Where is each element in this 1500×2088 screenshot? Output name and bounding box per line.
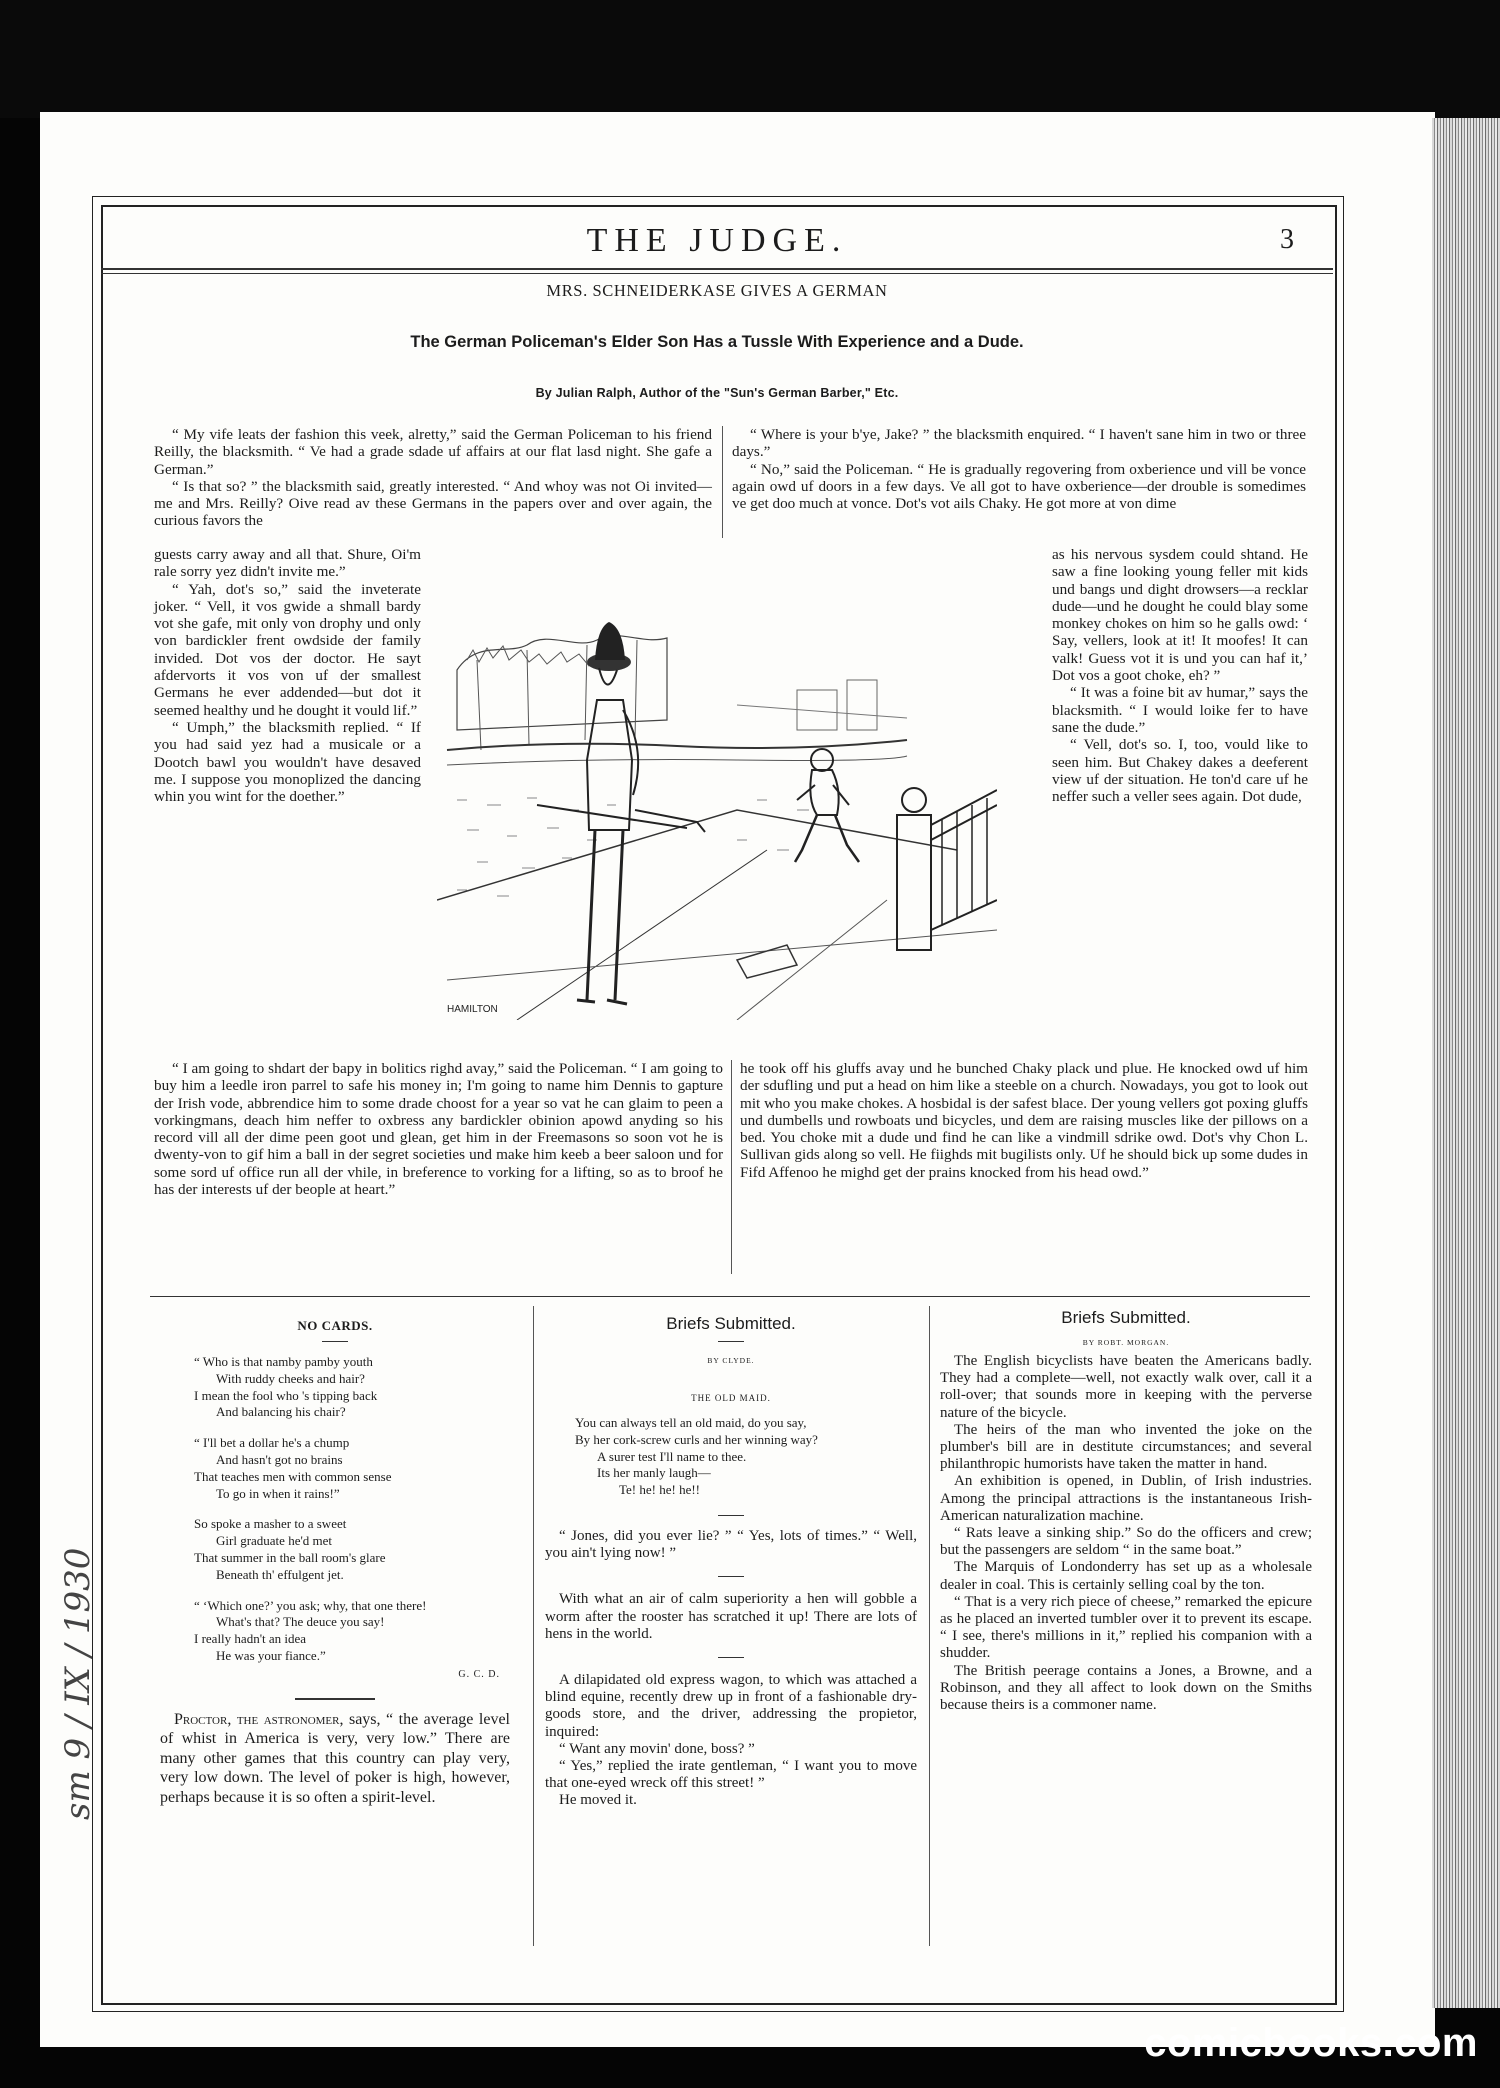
paragraph: With what an air of calm superiority a hen will gobble a worm after the rooster has scratched it up! There are lots of hens in the world. [545,1591,917,1642]
poem-line: You can always tell an old maid, do you say, [575,1415,807,1430]
stanza [194,1598,510,1665]
paragraph: The British peerage contains a Jones, a Browne, and a Robinson, and they all affect to look down on the Smiths because theirs is a commoner name. [940,1662,1312,1714]
watermark: comicbooks.com [1144,2021,1478,2065]
masthead-rule [101,268,1333,270]
paragraph: The Marquis of Londonderry has set up as a wholesale dealer in coal. This is certainly selling coal by the ton. [940,1559,1312,1593]
paragraph: “ I am going to shdart der bapy in bolitics righd avay,” said the Policeman. “ I am going to buy him a leedle iron parrel to safe his money in; I'm going to name him Dennis to gapture der Irish vode, abbrendice him to some drade choost for a year so vat he can glaim to peen a vorkingmans, deach him neffer to oxbress any bardickler obinion apowd anyding so his record vill all der dime peen goot und glean, get him in der Freemasons so soon vot he is dwenty-von to gif him a ball in der segret societies und make him keeb a beer saloon und for some sord uf office run all der vhile, in breference to vorking for a lifting, so as to broof he has der interests uf der beople at heart.” [154,1060,723,1199]
section-rule [150,1296,1310,1297]
poem-signature: G. C. D. [458,1668,500,1680]
article-byline: By Julian Ralph, Author of the "Sun's German Barber," Etc. [535,386,899,400]
poem-line: I mean the fool who 's tipping back [194,1387,378,1403]
article-col1-top [154,426,712,530]
poem-line: With ruddy cheeks and hair? [216,1370,365,1386]
short-rule [718,1657,744,1658]
poem-line: “ Who is that namby pamby youth [194,1354,373,1369]
poem-line: That teaches men with common sense [194,1468,392,1484]
column-divider [731,1060,732,1274]
article-col2-top [732,426,1306,512]
briefs-morgan-column [940,1308,1312,1714]
paragraph: “ Rats leave a sinking ship.” So do the officers and crew; but the passengers are seldom “ in the same boat.” [940,1525,1312,1559]
article-headline: MRS. SCHNEIDERKASE GIVES A GERMAN [546,281,888,300]
paragraph: “ It was a foine bit av humar,” says the blacksmith. “ I would loike fer to have sane the dude.” [1052,684,1308,736]
poem-line: By her cork-screw curls and her winning way? [575,1431,818,1447]
poem-line: “ ‘Which one?’ you ask; why, that one there! [194,1597,427,1613]
poem-line: Girl graduate he'd met [216,1533,333,1549]
paragraph: “ Is that so? ” the blacksmith said, greatly interested. “ And whoy was not Oi invited—me and Mrs. Reilly? Oive read av these Germans in the papers over and over again, the curious favors the [154,477,712,530]
paragraph: “ Umph,” the blacksmith replied. “ If you had said yez had a musicale or a Dootch bawl you wouldn't have desaved me. I suppose you monoplized the dancing whin you wint for the doether.” [154,718,421,806]
old-maid-poem [575,1415,917,1499]
masthead-title: THE JUDGE. [586,222,848,259]
paragraph: “ My vife leats der fashion this veek, alretty,” said the German Policeman to his friend Reilly, the blacksmith. “ Ve had a grade sdade uf affairs at our flat lasd night. She gafe a German.” [154,426,712,478]
old-maid-title: THE OLD MAID. [691,1393,771,1403]
proctor-text: says, “ the average level of whist in America is very, very low.” There are many other games that this country can play very, very low down. The level of poker is high, however, perhaps because it is so often a spirit-level. [160,1710,510,1806]
stanza [194,1435,510,1502]
paragraph: An exhibition is opened, in Dublin, of Irish industries. Among the principal attractions is the instantaneous Irish-American naturalization machine. [940,1473,1312,1524]
paragraph: He moved it. [559,1792,637,1809]
no-cards-poem [194,1354,510,1665]
poem-line: Beneath th' effulgent jet. [216,1566,344,1582]
scan-border-top [0,0,1500,118]
cartoon-drawing [437,600,997,1020]
paragraph: “ Vell, dot's so. I, too, vould like to seen him. But Chakey dakes a deeferent view uf der situation. He ton'd care uf he neffer such a veller sees again. Dot dude, [1052,736,1308,806]
article-left-narrow [154,546,421,805]
short-rule [322,1341,348,1342]
handwritten-date-note: sm 9 / IX / 1930 [58,1547,98,1820]
paragraph: guests carry away and all that. Shure, Oi'm rale sorry yez didn't invite me.” [154,546,421,581]
cartoon-illustration [437,600,997,1020]
briefs-byline: BY CLYDE. [707,1356,755,1365]
page-number: 3 [1280,224,1294,255]
stanza [194,1354,510,1421]
poem-line: What's that? The deuce you say! [216,1614,385,1630]
paragraph: “ That is a very rich piece of cheese,” remarked the epicure as he placed an inverted tumbler over it to prevent its escape. “ I see, there's millions in it,” replied his companion with a shudder. [940,1593,1312,1662]
article-subhead: The German Policeman's Elder Son Has a Tussle With Experience and a Dude. [410,333,1024,351]
poem-line: Te! he! he! he!! [619,1482,701,1498]
stanza [194,1516,510,1583]
paragraph: “ No,” said the Policeman. “ He is gradually regovering from oxberience und vill be vonce again owd uf doors in a few days. Ve all got to have oxberience—der drouble is somedimes ve get doo much at vonce. Dot's vot ails Chaky. He got more at von dime [732,460,1306,513]
proctor-lead: Proctor, the astronomer, [174,1710,344,1728]
short-rule [718,1576,744,1577]
column-divider [722,426,723,538]
poem-line: That summer in the ball room's glare [194,1549,386,1565]
short-rule [718,1515,744,1516]
poem-line: And hasn't got no brains [216,1451,343,1467]
article-right-narrow [1052,546,1308,805]
poem-line: So spoke a masher to a sweet [194,1516,347,1532]
poem-line: To go in when it rains!” [216,1485,340,1501]
column-divider [929,1306,930,1946]
column-divider [533,1306,534,1946]
paragraph: he took off his gluffs avay und he bunched Chaky plack und plue. He knocked owd uf him der sdufling und put a head on him like a steeble on a church. Nowadays, you got to look out mit who you make chokes. A hosbidal is der safest blace. Der young vellers got poxing gluffs und dumbells und rowboats und bicycles, und dem are raising muscles like der pillows on a bed. You choke mit a dude und find he can like a vindmill sdrike owd. Dot's vhy Chon L. Sullivan gids along so vell. He fiighds mit bugilists only. Uf he should bick up some dudes in Fifd Affenoo he mighd get der prains knocked from his head owd.” [740,1060,1308,1181]
paragraph: “ Where is your b'ye, Jake? ” the blacksmith enquired. “ I haven't sane him in two or three days.” [732,426,1306,461]
briefs-clyde-column [545,1314,917,1810]
paragraph: “ Yah, dot's so,” said the inveterate joker. “ Vell, it vos gwide a shmall bardy vot she gafe, mit only von drophy und only von bardickler frent owdside der family invided. Dot vos der doctor. He sayt afdervorts it vos von uf der smallest Germans he ever addended—but dot it seemed healthy und he dought it vould lif.” [154,580,421,719]
poem-line: I really hadn't an idea [194,1631,307,1647]
paragraph: “ Yes,” replied the irate gentleman, “ I want you to move that one-eyed wreck off this street! ” [545,1758,917,1792]
article-col2-bottom [740,1060,1308,1181]
masthead-rule-thin [101,273,1333,274]
paragraph: “ Want any movin' done, boss? ” [559,1740,755,1757]
poem-line: “ I'll bet a dollar he's a chump [194,1435,350,1451]
poem-line: A surer test I'll name to thee. [597,1448,747,1464]
poem-line: He was your fiance.” [216,1647,326,1663]
no-cards-column [160,1318,510,1807]
briefs-byline: BY ROBT. MORGAN. [1082,1338,1170,1347]
short-rule [295,1698,375,1700]
short-rule [718,1341,744,1342]
briefs-heading: Briefs Submitted. [1061,1308,1191,1327]
article-col1-bottom [154,1060,723,1198]
paragraph: “ Jones, did you ever lie? ” “ Yes, lots of times.” “ Well, you ain't lying now! ” [545,1527,917,1562]
book-page-edges [1432,118,1500,2008]
paragraph: The English bicyclists have beaten the Americans badly. They had a complete—well, not exactly walk over, call it a roll-over; that sounds more in keeping with the perverse nature of the bicycle. [940,1353,1312,1421]
paragraph: The heirs of the man who invented the joke on the plumber's bill are in destitute circumstances; and several philanthropic humorists have taken the matter in hand. [940,1421,1312,1473]
paragraph: as his nervous sysdem could shtand. He saw a fine looking young feller mit kids und bangs und dight drowsers—a recklar dude—und he dought he could blay some monkey chokes on him so he galls owd: ‘ Say, vellers, look at it! It moofes! It can valk! Guess vot it is und you can haf it,’ Dot vos a goot choke, eh? ” [1052,546,1308,685]
artist-signature: HAMILTON [447,1004,498,1015]
proctor-paragraph [160,1710,510,1808]
paragraph: A dilapidated old express wagon, to which was attached a blind equine, recently drew up in front of a fashionable dry-goods store, and the driver, addressing the propietor, inquired: [545,1672,917,1740]
poem-line: And balancing his chair? [216,1404,346,1420]
poem-line: Its her manly laugh— [597,1465,711,1481]
no-cards-title: NO CARDS. [297,1318,373,1333]
briefs-heading: Briefs Submitted. [666,1314,796,1333]
